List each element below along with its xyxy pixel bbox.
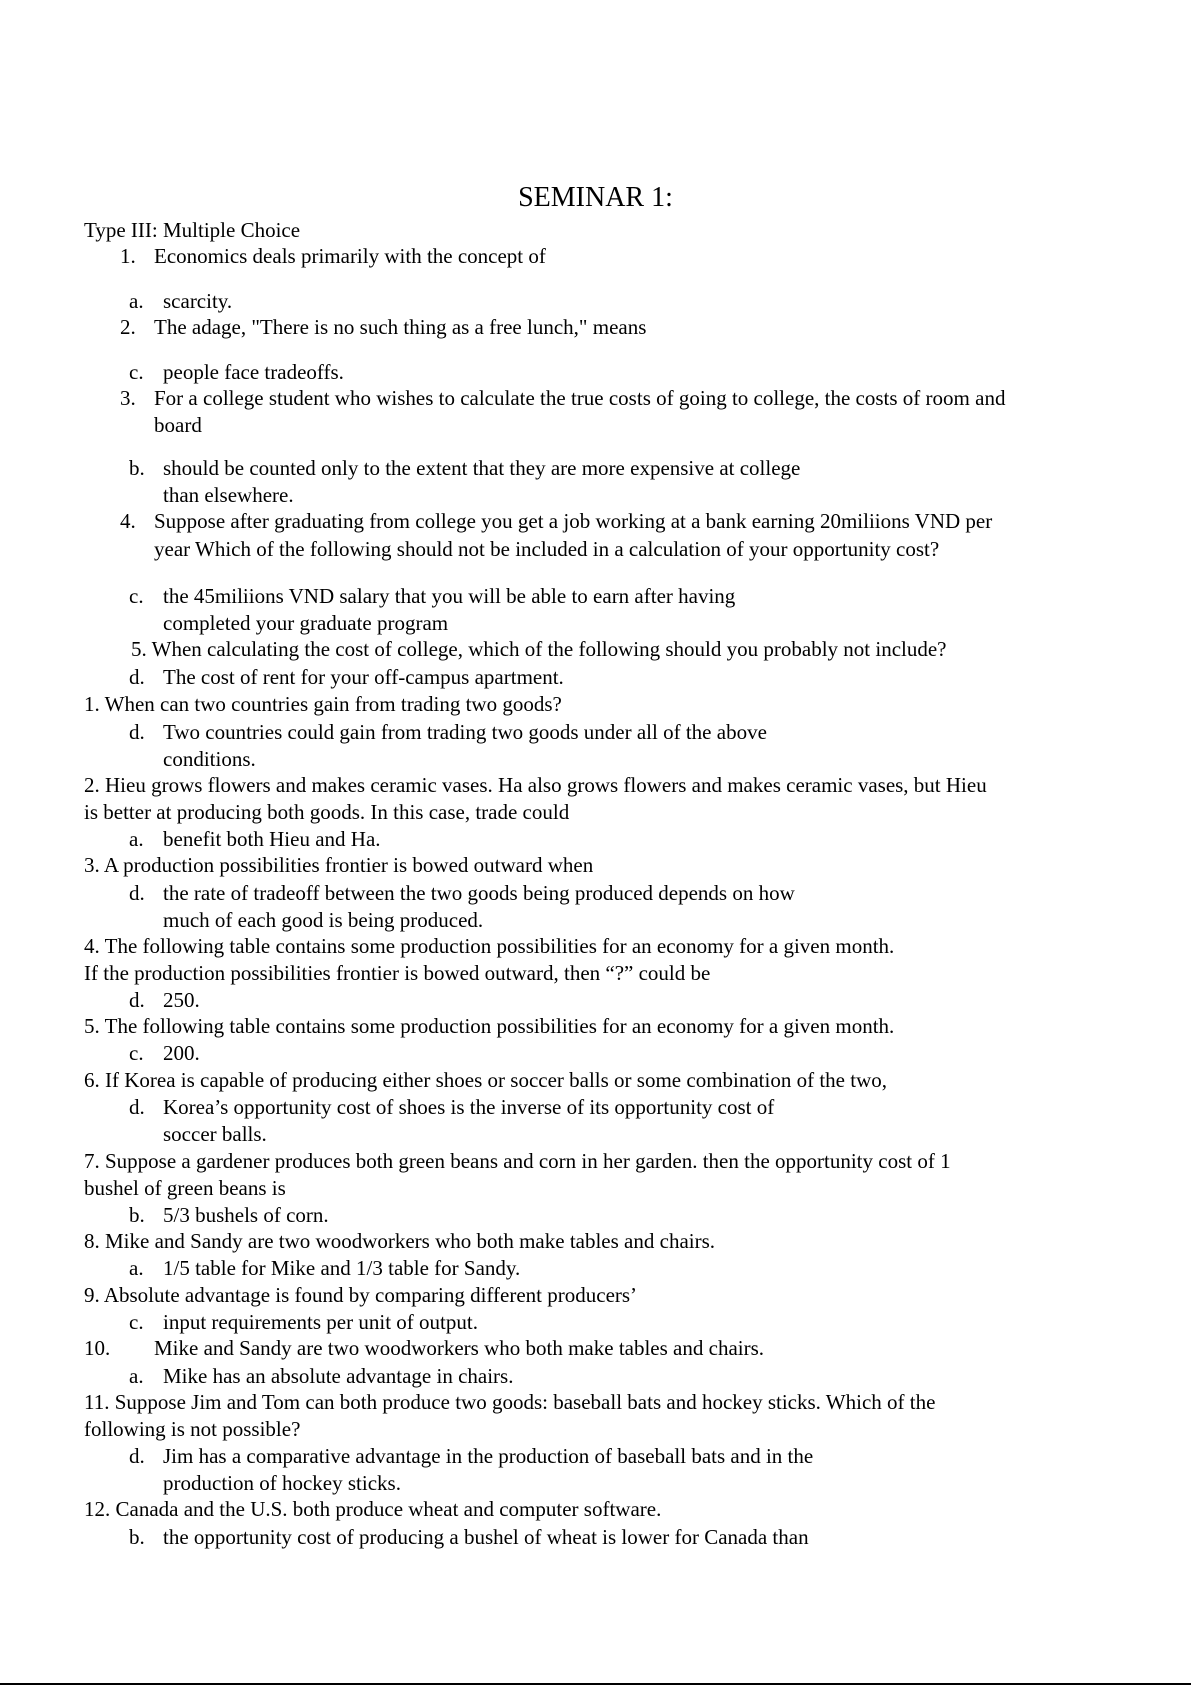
question-number: 2. xyxy=(120,315,136,339)
answer-letter: a. xyxy=(129,1364,144,1388)
question-text: 5. When calculating the cost of college, which of the following should you probably not include? xyxy=(131,637,947,661)
question-text: Economics deals primarily with the concept of xyxy=(154,244,546,268)
question-text: If the production possibilities frontier is bowed outward, then “?” could be xyxy=(84,961,711,985)
question-number: 1. xyxy=(120,244,136,268)
question-number: 4. xyxy=(120,509,136,533)
answer-text: the 45miliions VND salary that you will be able to earn after having xyxy=(163,584,736,608)
answer-text: 250. xyxy=(163,988,200,1012)
answer-text: the opportunity cost of producing a bushel of wheat is lower for Canada than xyxy=(163,1525,809,1549)
answer-text: Two countries could gain from trading two goods under all of the above xyxy=(163,720,767,744)
answer-text: much of each good is being produced. xyxy=(163,908,484,932)
question-text: year Which of the following should not be included in a calculation of your opportunity cost? xyxy=(154,537,940,561)
answer-text: 1/5 table for Mike and 1/3 table for Sandy. xyxy=(163,1256,521,1280)
answer-text: input requirements per unit of output. xyxy=(163,1310,478,1334)
answer-text: conditions. xyxy=(163,747,256,771)
answer-text: should be counted only to the extent that they are more expensive at college xyxy=(163,456,801,480)
answer-text: than elsewhere. xyxy=(163,483,294,507)
answer-letter: c. xyxy=(129,1041,144,1065)
question-text: For a college student who wishes to calculate the true costs of going to college, the costs of room and xyxy=(154,386,1006,410)
question-text: 2. Hieu grows flowers and makes ceramic vases. Ha also grows flowers and makes ceramic vases, but Hieu xyxy=(84,773,987,797)
question-text: 9. Absolute advantage is found by comparing different producers’ xyxy=(84,1283,638,1307)
answer-letter: b. xyxy=(129,1525,145,1549)
question-text: 8. Mike and Sandy are two woodworkers who both make tables and chairs. xyxy=(84,1229,716,1253)
answer-letter: d. xyxy=(129,1444,145,1468)
question-text: Mike and Sandy are two woodworkers who both make tables and chairs. xyxy=(154,1336,765,1360)
answer-text: 5/3 bushels of corn. xyxy=(163,1203,329,1227)
answer-text: Jim has a comparative advantage in the production of baseball bats and in the xyxy=(163,1444,814,1468)
answer-letter: d. xyxy=(129,1095,145,1119)
question-number: 3. xyxy=(120,386,136,410)
answer-letter: a. xyxy=(129,289,144,313)
answer-letter: d. xyxy=(129,720,145,744)
answer-text: benefit both Hieu and Ha. xyxy=(163,827,381,851)
question-text: is better at producing both goods. In this case, trade could xyxy=(84,800,570,824)
question-text: 4. The following table contains some production possibilities for an economy for a given month. xyxy=(84,934,895,958)
answer-letter: d. xyxy=(129,665,145,689)
page-title: SEMINAR 1: xyxy=(518,182,673,213)
answer-letter: b. xyxy=(129,456,145,480)
answer-text: the rate of tradeoff between the two goods being produced depends on how xyxy=(163,881,795,905)
answer-letter: a. xyxy=(129,1256,144,1280)
question-text: 11. Suppose Jim and Tom can both produce two goods: baseball bats and hockey sticks. Which of the xyxy=(84,1390,936,1414)
answer-letter: c. xyxy=(129,584,144,608)
answer-text: people face tradeoffs. xyxy=(163,360,344,384)
answer-letter: d. xyxy=(129,988,145,1012)
answer-letter: c. xyxy=(129,1310,144,1334)
answer-text: completed your graduate program xyxy=(163,611,449,635)
answer-letter: d. xyxy=(129,881,145,905)
answer-text: soccer balls. xyxy=(163,1122,267,1146)
question-text: 5. The following table contains some production possibilities for an economy for a given month. xyxy=(84,1014,895,1038)
question-text: board xyxy=(154,413,202,437)
answer-text: Korea’s opportunity cost of shoes is the inverse of its opportunity cost of xyxy=(163,1095,775,1119)
question-text: 12. Canada and the U.S. both produce wheat and computer software. xyxy=(84,1497,662,1521)
question-text: 6. If Korea is capable of producing either shoes or soccer balls or some combination of the two, xyxy=(84,1068,888,1092)
question-text: following is not possible? xyxy=(84,1417,301,1441)
question-text: 7. Suppose a gardener produces both green beans and corn in her garden. then the opportunity cost of 1 xyxy=(84,1149,951,1173)
answer-text: scarcity. xyxy=(163,289,233,313)
answer-text: 200. xyxy=(163,1041,200,1065)
question-text: The adage, "There is no such thing as a free lunch," means xyxy=(154,315,647,339)
answer-text: production of hockey sticks. xyxy=(163,1471,401,1495)
section-heading: Type III: Multiple Choice xyxy=(84,218,301,242)
question-text: Suppose after graduating from college you get a job working at a bank earning 20miliions VND per xyxy=(154,509,993,533)
answer-letter: a. xyxy=(129,827,144,851)
answer-text: Mike has an absolute advantage in chairs. xyxy=(163,1364,514,1388)
answer-text: The cost of rent for your off-campus apartment. xyxy=(163,665,564,689)
question-text: 1. When can two countries gain from trading two goods? xyxy=(84,692,562,716)
question-number: 10. xyxy=(84,1336,111,1360)
question-text: 3. A production possibilities frontier is bowed outward when xyxy=(84,853,594,877)
answer-letter: c. xyxy=(129,360,144,384)
answer-letter: b. xyxy=(129,1203,145,1227)
question-text: bushel of green beans is xyxy=(84,1176,286,1200)
